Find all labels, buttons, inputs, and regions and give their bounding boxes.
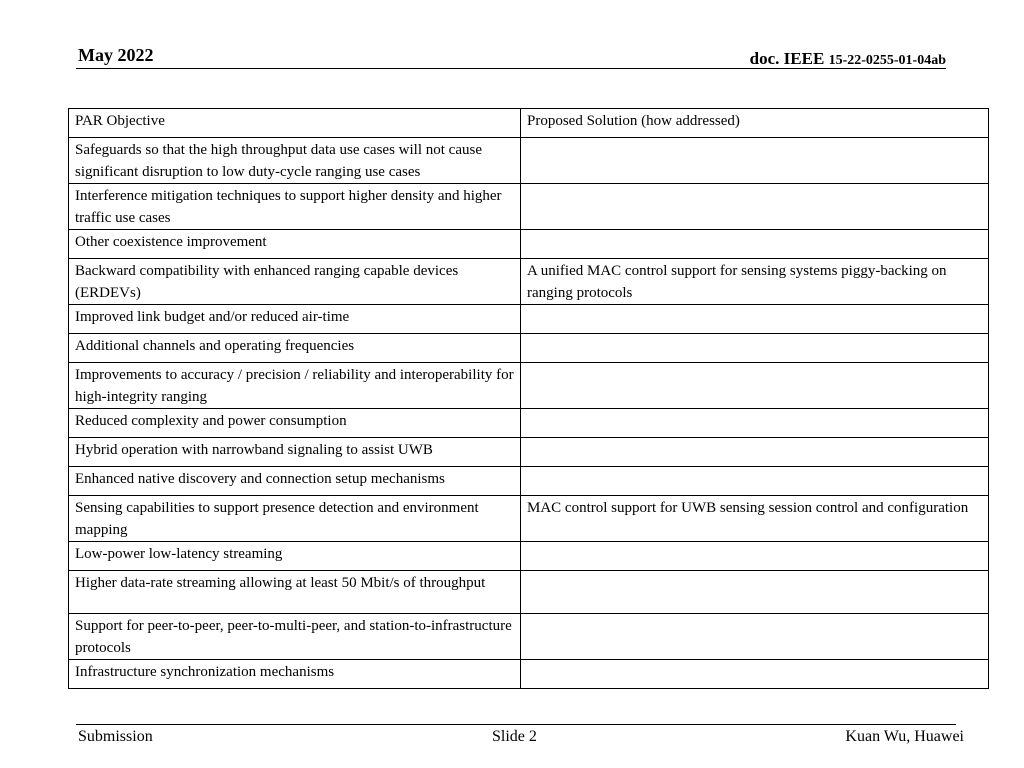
objective-cell: Enhanced native discovery and connection setup mechanisms <box>69 467 521 496</box>
objective-cell: Infrastructure synchronization mechanisms <box>69 660 521 689</box>
footer-rule <box>76 724 956 725</box>
objective-cell: Improvements to accuracy / precision / reliability and interoperability for high-integrity ranging <box>69 363 521 409</box>
table-row <box>69 467 989 496</box>
solution-cell <box>521 438 989 467</box>
solution-cell <box>521 467 989 496</box>
solution-cell <box>521 363 989 409</box>
column-header-solution: Proposed Solution (how addressed) <box>521 109 989 138</box>
table-row <box>69 230 989 259</box>
header-doc-prefix: doc. IEEE <box>749 49 829 68</box>
footer-slide-number: Slide 2 <box>492 728 537 745</box>
objective-cell: Sensing capabilities to support presence detection and environment mapping <box>69 496 521 542</box>
header-rule <box>76 68 946 69</box>
table-row <box>69 184 989 230</box>
objective-cell: Additional channels and operating frequencies <box>69 334 521 363</box>
solution-cell <box>521 230 989 259</box>
table-row <box>69 138 989 184</box>
table-header-row <box>69 109 989 138</box>
footer-submission: Submission <box>78 728 153 745</box>
objective-cell: Backward compatibility with enhanced ranging capable devices (ERDEVs) <box>69 259 521 305</box>
table-row <box>69 660 989 689</box>
table-row <box>69 305 989 334</box>
objective-cell: Hybrid operation with narrowband signaling to assist UWB <box>69 438 521 467</box>
table-row <box>69 496 989 542</box>
header-date: May 2022 <box>78 45 154 65</box>
header-doc-number: 15-22-0255-01-04ab <box>828 53 946 68</box>
table-row <box>69 614 989 660</box>
objective-cell: Safeguards so that the high throughput data use cases will not cause significant disruption to low duty-cycle ranging use cases <box>69 138 521 184</box>
solution-cell <box>521 660 989 689</box>
objective-cell: Reduced complexity and power consumption <box>69 409 521 438</box>
table-row <box>69 334 989 363</box>
solution-cell <box>521 334 989 363</box>
table-row <box>69 409 989 438</box>
objective-cell: Other coexistence improvement <box>69 230 521 259</box>
solution-cell <box>521 138 989 184</box>
solution-cell <box>521 305 989 334</box>
solution-cell: MAC control support for UWB sensing session control and configuration <box>521 496 989 542</box>
column-header-objective: PAR Objective <box>69 109 521 138</box>
objective-cell: Interference mitigation techniques to support higher density and higher traffic use cases <box>69 184 521 230</box>
par-objectives-table <box>68 108 989 689</box>
objective-cell: Higher data-rate streaming allowing at least 50 Mbit/s of throughput <box>69 571 521 614</box>
table-row <box>69 363 989 409</box>
objective-cell: Support for peer-to-peer, peer-to-multi-peer, and station-to-infrastructure protocols <box>69 614 521 660</box>
footer-author: Kuan Wu, Huawei <box>845 728 964 745</box>
objective-cell: Low-power low-latency streaming <box>69 542 521 571</box>
table-row <box>69 259 989 305</box>
objective-cell: Improved link budget and/or reduced air-time <box>69 305 521 334</box>
solution-cell: A unified MAC control support for sensing systems piggy-backing on ranging protocols <box>521 259 989 305</box>
solution-cell <box>521 571 989 614</box>
solution-cell <box>521 409 989 438</box>
solution-cell <box>521 614 989 660</box>
table-row <box>69 571 989 614</box>
table-row <box>69 542 989 571</box>
table-row <box>69 438 989 467</box>
solution-cell <box>521 184 989 230</box>
solution-cell <box>521 542 989 571</box>
